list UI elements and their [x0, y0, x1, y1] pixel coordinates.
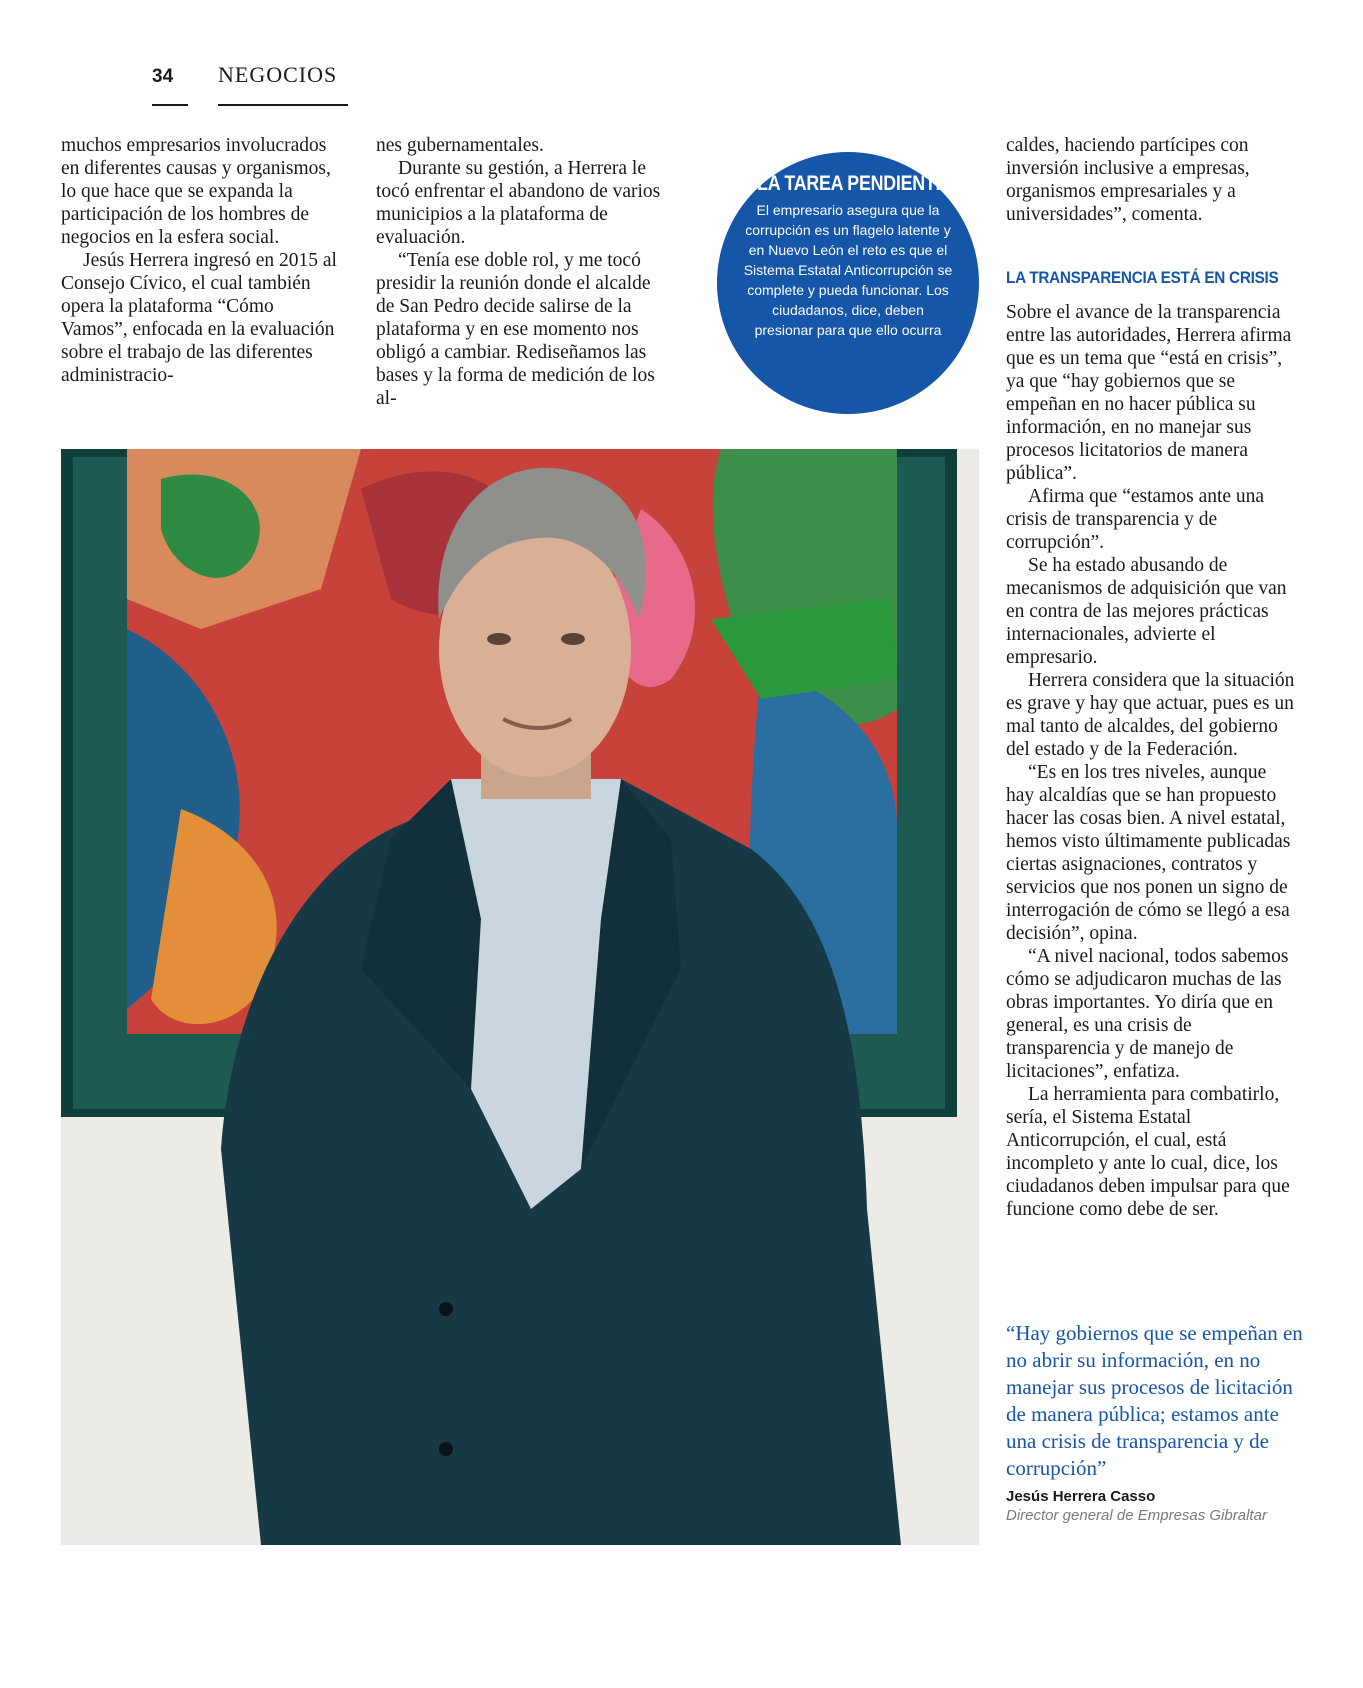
paragraph: Jesús Herrera ingresó en 2015 al Consejo Cívico, el cual también opera la plataforma “Cómo Vamos”, enfocada en la evaluación sobre el trabajo de las diferentes administracio- — [61, 250, 337, 386]
portrait-photo — [61, 449, 979, 1545]
article-column-1 — [61, 134, 343, 387]
paragraph: Se ha estado abusando de mecanismos de adquisición que van en contra de las mejores prácticas internacionales, advierte el empresario. — [1006, 555, 1287, 668]
paragraph: “Es en los tres niveles, aunque hay alcaldías que se han propuesto hacer las cosas bien. A nivel estatal, hemos visto últimamente publicadas ciertas asignaciones, contratos y servicios que nos ponen un signo de interrogación de cómo se llegó a esa decisión”, opina. — [1006, 762, 1291, 944]
section-name: NEGOCIOS — [218, 62, 338, 87]
sidebar-body: El empresario asegura que la corrupción es un flagelo latente y en Nuevo León el reto es que el Sistema Estatal Anticorrupción se complete y pueda funcionar. Los ciudadanos, dice, deben presionar para que ello ocurra — [743, 202, 953, 338]
article-column-2 — [376, 134, 662, 410]
paragraph: La herramienta para combatirlo, sería, el Sistema Estatal Anticorrupción, el cual, está incompleto y ante lo cual, dice, los ciudadanos deben impulsar para que funcione como debe de ser. — [1006, 1084, 1290, 1220]
paragraph: Herrera considera que la situación es grave y hay que actuar, pues es un mal tanto de alcaldes, del gobierno del estado y de la Federación. — [1006, 670, 1295, 760]
page-number: 34 — [152, 66, 174, 87]
pull-quote-attribution-role: Director general de Empresas Gibraltar — [1006, 1507, 1267, 1524]
paragraph: “Tenía ese doble rol, y me tocó presidir la reunión donde el alcalde de San Pedro decide salirse de la plataforma y en ese momento nos obligó a cambiar. Rediseñamos las bases y la forma de medición de los al- — [376, 250, 655, 409]
pull-quote — [1006, 1320, 1306, 1524]
paragraph: Sobre el avance de la transparencia entre las autoridades, Herrera afirma que es un tema que “está en crisis”, ya que “hay gobiernos que se empeñan en no hacer pública su información, en no manejar sus procesos licitatorios de manera pública”. — [1006, 302, 1292, 484]
article-column-3 — [1006, 134, 1298, 1221]
paragraph: “A nivel nacional, todos sabemos cómo se adjudicaron muchas de las obras importantes. Yo diría que en general, es una crisis de transparencia y de manejo de licitaciones”, enfatiza. — [1006, 946, 1289, 1082]
portrait-illustration — [61, 449, 979, 1545]
page-number-rule — [152, 104, 188, 106]
sidebar-title: LA TAREA PENDIENTE — [757, 172, 948, 195]
paragraph: Afirma que “estamos ante una crisis de transparencia y de corrupción”. — [1006, 486, 1265, 553]
paragraph: muchos empresarios involucrados en diferentes causas y organismos, lo que hace que se expanda la participación de los hombres de negocios en la esfera social. — [61, 135, 331, 248]
section-rule — [218, 104, 348, 106]
pull-quote-text: “Hay gobiernos que se empeñan en no abrir su información, en no manejar sus procesos de licitación de manera pública; estamos ante una crisis de transparencia y de corrupción” — [1006, 1321, 1303, 1480]
section-subhead: LA TRANSPARENCIA ESTÁ EN CRISIS — [1006, 268, 1279, 287]
paragraph: nes gubernamentales. — [376, 135, 544, 156]
paragraph: Durante su gestión, a Herrera le tocó enfrentar el abandono de varios municipios a la plataforma de evaluación. — [376, 158, 661, 248]
sidebar-circle — [717, 152, 979, 414]
paragraph: caldes, haciendo partícipes con inversión inclusive a empresas, organismos empresariales y a universidades”, comenta. — [1006, 135, 1250, 225]
pull-quote-attribution-name: Jesús Herrera Casso — [1006, 1488, 1156, 1505]
